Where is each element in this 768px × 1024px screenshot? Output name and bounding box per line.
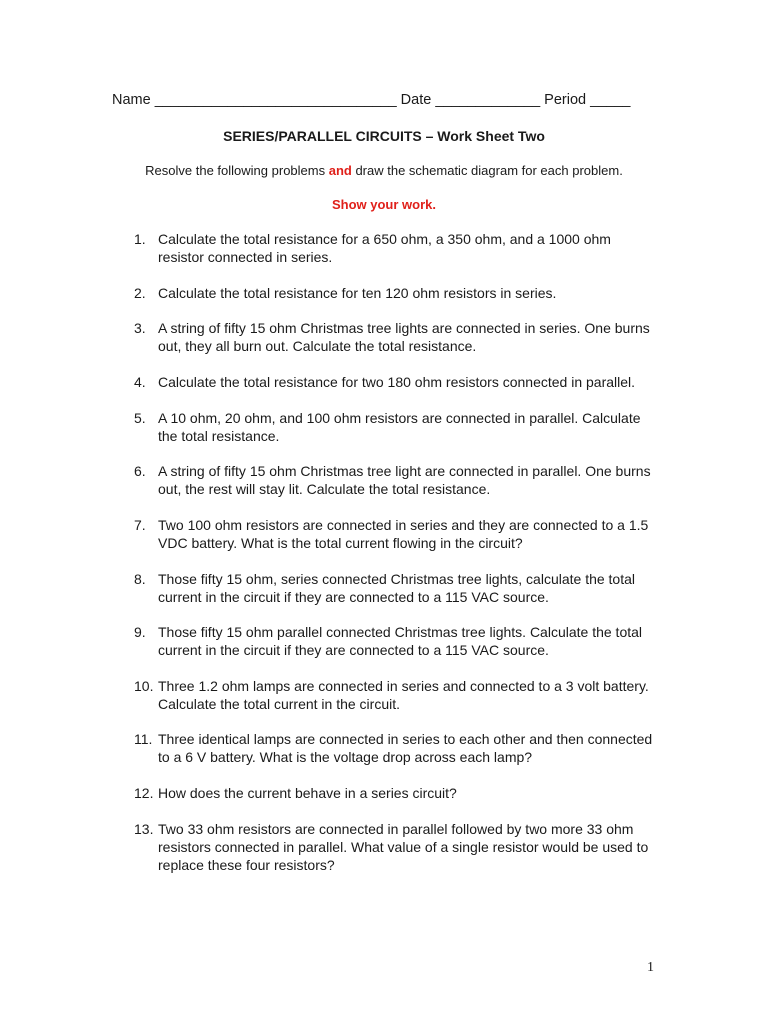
question-number: 10. [134,678,154,694]
question-13 [134,820,659,874]
question-text: How does the current behave in a series circuit? [158,785,457,801]
instructions-after: draw the schematic diagram for each problem. [351,163,623,178]
question-text: Two 100 ohm resistors are connected in series and they are connected to a 1.5 VDC battery. What is the total current flowing in the circuit? [158,517,649,551]
question-text: Two 33 ohm resistors are connected in parallel followed by two more 33 ohm resistors connected in parallel. What value of a single resistor would be used to replace these four resistors? [158,821,649,873]
question-number: 8. [134,571,146,587]
question-10 [134,677,659,713]
question-number: 1. [134,231,146,247]
question-number: 4. [134,374,146,390]
page-number: 1 [647,960,654,975]
question-6 [134,462,659,498]
question-7 [134,516,659,552]
question-3 [134,319,659,355]
show-work-note: Show your work. [331,197,436,212]
question-text: Three 1.2 ohm lamps are connected in series and connected to a 3 volt battery. Calculate the total current in the circuit. [158,678,649,712]
question-text: Calculate the total resistance for two 180 ohm resistors connected in parallel. [158,374,636,390]
question-text: Three identical lamps are connected in series to each other and then connected to a 6 V battery. What is the voltage drop across each lamp? [158,731,653,765]
question-text: Those fifty 15 ohm, series connected Christmas tree lights, calculate the total current in the circuit if they are connected to a 115 VAC source. [158,571,636,605]
instructions-before: Resolve the following problems [145,163,329,178]
instructions [0,163,768,178]
question-number: 11. [134,731,153,747]
instructions-highlight: and [328,163,352,178]
question-text: A 10 ohm, 20 ohm, and 100 ohm resistors are connected in parallel. Calculate the total resistance. [158,410,641,444]
question-number: 6. [134,463,146,479]
question-12 [134,784,659,802]
question-text: Calculate the total resistance for ten 120 ohm resistors in series. [158,285,557,301]
question-number: 9. [134,624,146,640]
question-9 [134,623,659,659]
question-number: 5. [134,410,146,426]
question-1 [134,230,659,266]
question-text: Calculate the total resistance for a 650 ohm, a 350 ohm, and a 1000 ohm resistor connected in series. [158,231,611,265]
page-title: SERIES/PARALLEL CIRCUITS – Work Sheet Two [223,128,545,144]
question-text: A string of fifty 15 ohm Christmas tree light are connected in parallel. One burns out, the rest will stay lit. Calculate the total resistance. [158,463,651,497]
name-date-period-line: Name ______________________________ Date _____________ Period _____ [112,92,631,108]
question-number: 2. [134,285,146,301]
question-2 [134,284,659,302]
question-number: 12. [134,785,154,801]
question-4 [134,373,659,391]
question-text: Those fifty 15 ohm parallel connected Christmas tree lights. Calculate the total current in the circuit if they are connected to a 115 VAC source. [158,624,643,658]
question-number: 7. [134,517,146,533]
question-11 [134,730,659,766]
question-text: A string of fifty 15 ohm Christmas tree lights are connected in series. One burns out, they all burn out. Calculate the total resistance. [158,320,650,354]
question-8 [134,570,659,606]
question-number: 13. [134,821,154,837]
question-number: 3. [134,320,146,336]
question-5 [134,409,659,445]
